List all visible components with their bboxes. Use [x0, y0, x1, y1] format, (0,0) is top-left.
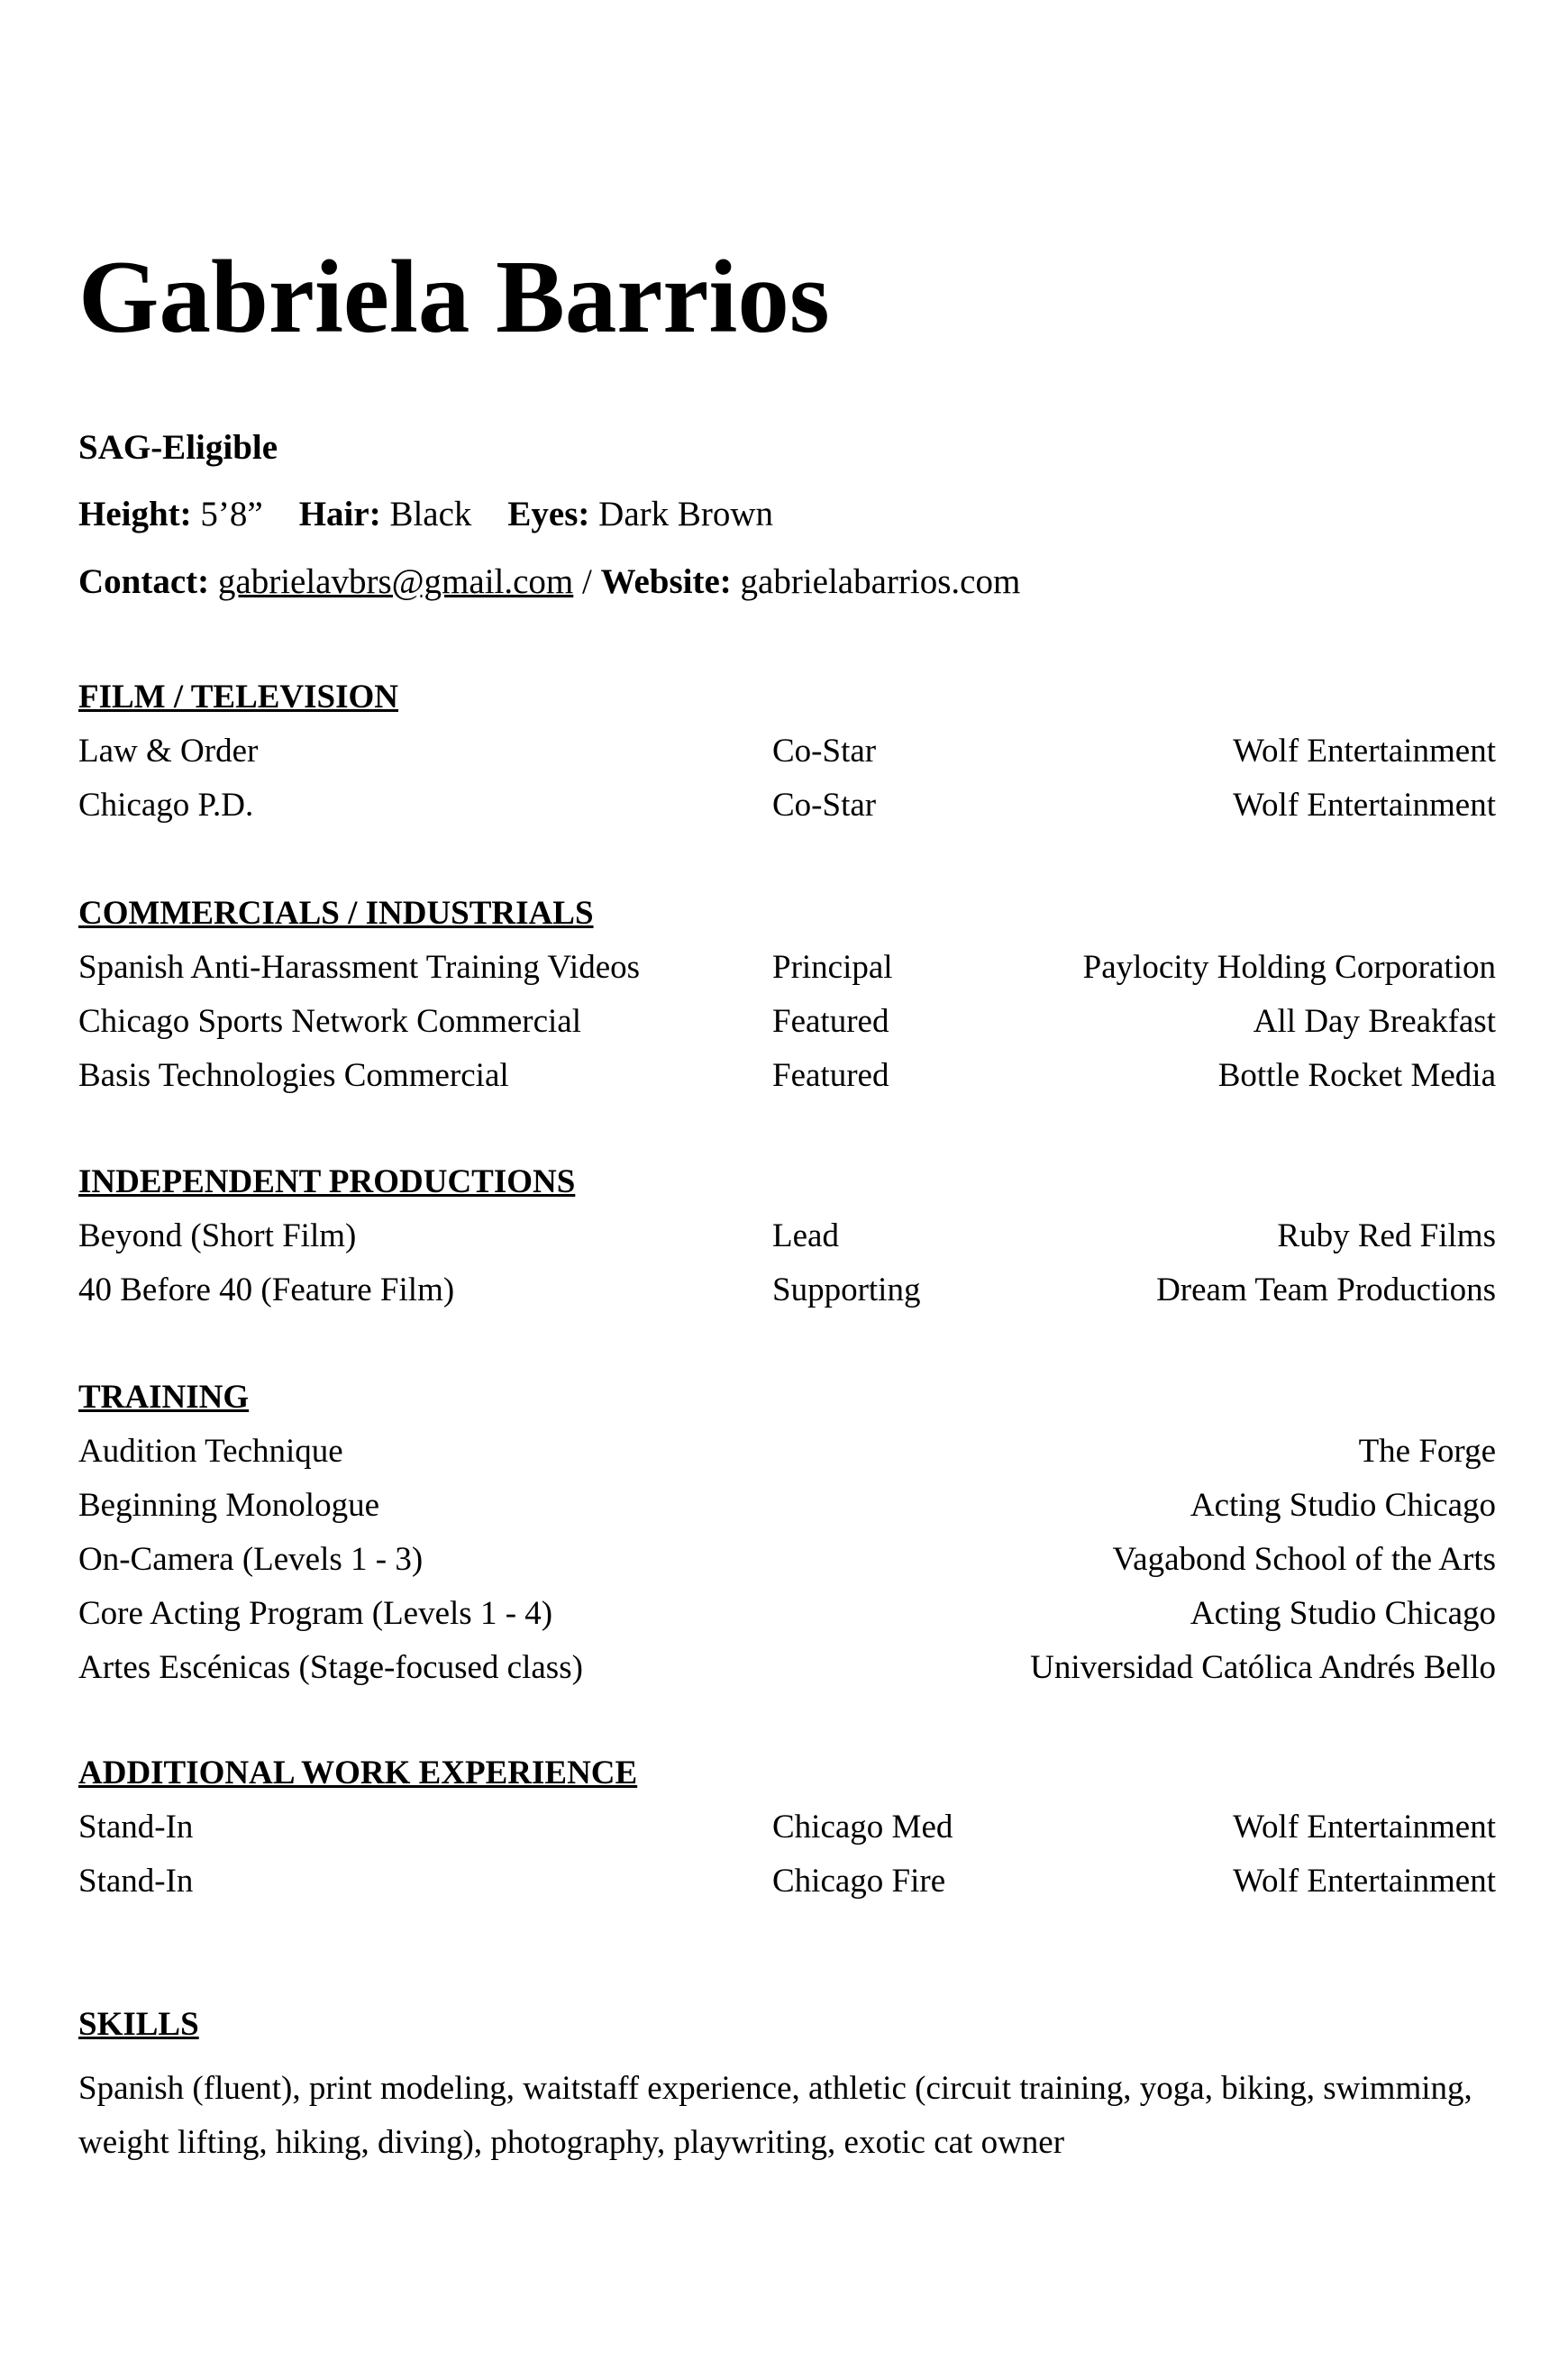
credit-row [78, 1005, 1496, 1059]
website-label: Website: [600, 562, 732, 601]
credit-company: Dream Team Productions [1156, 1272, 1496, 1308]
section-commercials-industrials [78, 897, 1496, 1113]
union-status: SAG-Eligible [78, 428, 278, 467]
section-additional-work-experience [78, 1756, 1496, 1919]
credit-role: Principal [772, 949, 893, 986]
credit-role: Co-Star [772, 787, 877, 824]
credit-role: Chicago Fire [772, 1863, 946, 1900]
skills-text: Spanish (fluent), print modeling, waitstaff experience, athletic (circuit training, yoga, biking, swimming, weight lifting, hiking, diving), photography, playwriting, exotic cat owner [78, 2070, 1472, 2161]
section-training [78, 1381, 1496, 1705]
credit-title: Chicago Sports Network Commercial [78, 1003, 581, 1040]
credit-company: Acting Studio Chicago [1190, 1595, 1496, 1632]
contact-email-link[interactable]: gabrielavbrs@gmail.com [217, 562, 574, 601]
credit-title: Spanish Anti-Harassment Training Videos [78, 949, 641, 986]
credit-row [78, 1597, 1496, 1651]
credit-row [78, 1543, 1496, 1597]
credit-row [78, 1273, 1496, 1327]
credit-company: Bottle Rocket Media [1217, 1057, 1496, 1094]
credit-row [78, 1435, 1496, 1489]
credit-company: Wolf Entertainment [1233, 1809, 1496, 1846]
credit-title: Basis Technologies Commercial [78, 1057, 509, 1094]
credit-title: Beyond (Short Film) [78, 1217, 357, 1254]
credit-row [78, 1489, 1496, 1543]
credit-title: Audition Technique [78, 1433, 343, 1470]
section-heading: SKILLS [78, 2006, 199, 2043]
credit-company: The Forge [1358, 1433, 1496, 1470]
credit-row [78, 1810, 1496, 1864]
credit-title: 40 Before 40 (Feature Film) [78, 1272, 455, 1308]
credit-company: Acting Studio Chicago [1190, 1487, 1496, 1524]
contact-line [78, 564, 1020, 599]
credit-role: Featured [772, 1003, 889, 1040]
hair-value: Black [389, 495, 472, 533]
union-status-line [78, 430, 278, 465]
section-heading: COMMERCIALS / INDUSTRIALS [78, 895, 594, 932]
eyes-value: Dark Brown [598, 495, 774, 533]
credit-role: Supporting [772, 1272, 921, 1308]
section-independent-productions [78, 1165, 1496, 1327]
actor-name: Gabriela Barrios [78, 240, 830, 354]
credit-role: Co-Star [772, 733, 877, 770]
section-film-television [78, 680, 1496, 843]
credit-title: Beginning Monologue [78, 1487, 380, 1524]
height-value: 5’8” [200, 495, 263, 533]
credit-company: Wolf Entertainment [1233, 733, 1496, 770]
credit-title: Artes Escénicas (Stage-focused class) [78, 1649, 583, 1686]
section-heading: TRAINING [78, 1379, 250, 1416]
credit-company: Paylocity Holding Corporation [1082, 949, 1496, 986]
credit-row [78, 734, 1496, 788]
credit-title: Chicago P.D. [78, 787, 254, 824]
credit-row [78, 1219, 1496, 1273]
credit-row [78, 1059, 1496, 1113]
credit-company: Universidad Católica Andrés Bello [1030, 1649, 1496, 1686]
website-value: gabrielabarrios.com [740, 562, 1021, 601]
eyes-label: Eyes: [507, 495, 590, 533]
credit-role: Featured [772, 1057, 889, 1094]
credit-title: Stand-In [78, 1863, 194, 1900]
section-heading: FILM / TELEVISION [78, 679, 399, 716]
credit-title: Core Acting Program (Levels 1 - 4) [78, 1595, 553, 1632]
contact-label: Contact: [78, 562, 210, 601]
credit-title: On-Camera (Levels 1 - 3) [78, 1541, 424, 1578]
hair-label: Hair: [298, 495, 381, 533]
height-label: Height: [78, 495, 192, 533]
credit-role: Chicago Med [772, 1809, 953, 1846]
credit-row [78, 1651, 1496, 1705]
credit-title: Law & Order [78, 733, 259, 770]
section-heading: ADDITIONAL WORK EXPERIENCE [78, 1755, 638, 1791]
credit-row [78, 1864, 1496, 1919]
section-heading: INDEPENDENT PRODUCTIONS [78, 1163, 576, 1200]
credit-company: Wolf Entertainment [1233, 1863, 1496, 1900]
contact-separator: / [582, 562, 592, 601]
credit-company: Wolf Entertainment [1233, 787, 1496, 824]
credit-company: Ruby Red Films [1277, 1217, 1496, 1254]
credit-role: Lead [772, 1217, 839, 1254]
credit-company: Vagabond School of the Arts [1112, 1541, 1496, 1578]
credit-title: Stand-In [78, 1809, 194, 1846]
credit-company: All Day Breakfast [1253, 1003, 1496, 1040]
credit-row [78, 951, 1496, 1005]
credit-row [78, 788, 1496, 843]
physical-stats-line [78, 497, 773, 532]
section-skills [78, 2008, 1496, 2170]
